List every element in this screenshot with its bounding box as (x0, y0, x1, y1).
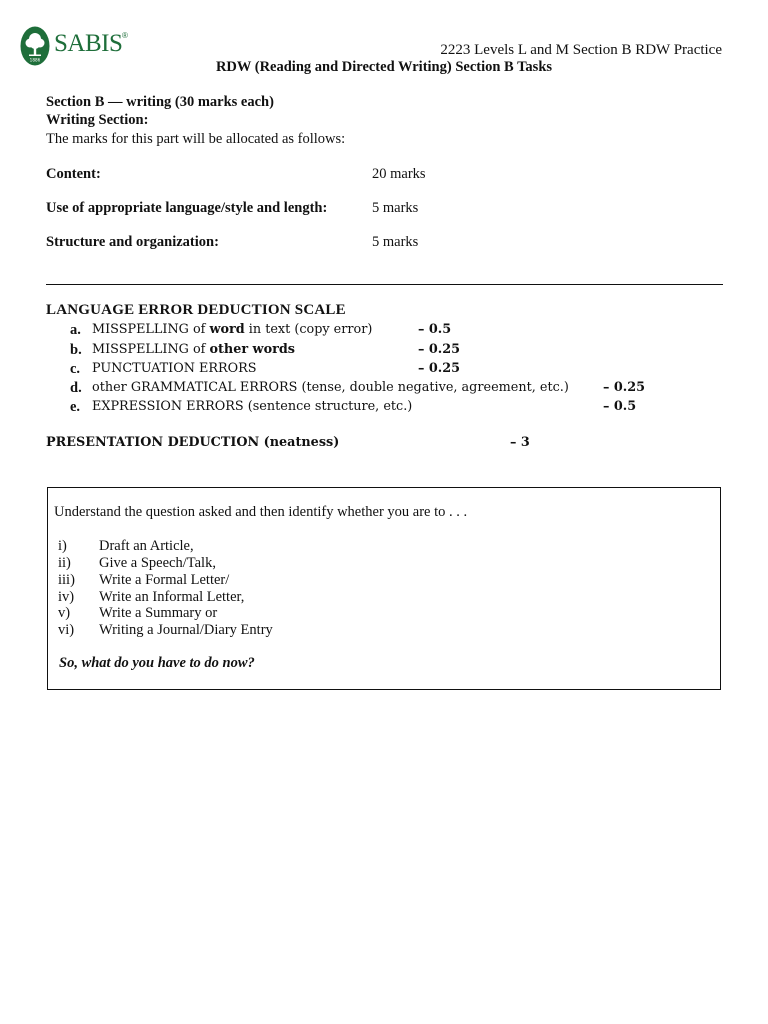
item-letter: c. (70, 361, 81, 377)
instruction-box (47, 487, 721, 690)
box-question: So, what do you have to do now? (59, 655, 255, 671)
section-subheading: Writing Section: (46, 112, 149, 128)
deduction-item (70, 380, 670, 398)
item-text: MISSPELLING of (92, 342, 210, 357)
item-text: other GRAMMATICAL ERRORS (tense, double negative, agreement, etc.) (92, 380, 569, 395)
option-text: Writing a Journal/Diary Entry (99, 622, 273, 638)
option-number: iii) (58, 572, 75, 588)
item-points: – 0.25 (603, 380, 646, 395)
allocation-value-language: 5 marks (372, 200, 419, 216)
item-letter: a. (70, 322, 81, 338)
option-number: iv) (58, 589, 75, 605)
course-info: 2223 Levels L and M Section B RDW Practice (440, 42, 722, 58)
presentation-deduction-label: PRESENTATION DEDUCTION (neatness) (46, 435, 340, 450)
item-points: – 0.5 (418, 322, 452, 337)
option-text: Draft an Article, (99, 538, 194, 554)
option-number: v) (58, 605, 71, 621)
box-intro: Understand the question asked and then identify whether you are to . . . (54, 504, 468, 520)
option-text: Write a Summary or (99, 605, 218, 621)
logo-text: SABIS (54, 30, 123, 57)
item-letter: d. (70, 380, 82, 396)
item-bold-text: word (209, 322, 245, 337)
allocation-value-content: 20 marks (372, 166, 426, 182)
logo-year: 1886 (29, 57, 41, 63)
deduction-scale-heading: LANGUAGE ERROR DEDUCTION SCALE (46, 302, 346, 318)
allocation-label-content: Content: (46, 166, 101, 182)
item-letter: b. (70, 342, 82, 358)
item-text: PUNCTUATION ERRORS (92, 361, 257, 376)
deduction-item (70, 399, 670, 417)
deduction-item (70, 342, 670, 360)
item-letter: e. (70, 399, 81, 415)
registered-mark: ® (122, 31, 128, 40)
item-points: – 0.5 (603, 399, 637, 414)
item-text: EXPRESSION ERRORS (sentence structure, etc.) (92, 399, 413, 414)
deduction-item (70, 322, 670, 340)
option-number: i) (58, 538, 67, 554)
option-number: ii) (58, 555, 71, 571)
deduction-item (70, 361, 670, 379)
allocation-intro: The marks for this part will be allocated as follows: (46, 131, 346, 147)
item-text: MISSPELLING of (92, 322, 210, 337)
document-title: RDW (Reading and Directed Writing) Section B Tasks (215, 59, 553, 75)
allocation-label-language: Use of appropriate language/style and length: (46, 200, 328, 216)
option-text: Give a Speech/Talk, (99, 555, 216, 571)
item-points: – 0.25 (418, 361, 461, 376)
option-text: Write a Formal Letter/ (99, 572, 230, 588)
allocation-label-structure: Structure and organization: (46, 234, 219, 250)
item-bold-text: other words (209, 342, 296, 357)
horizontal-divider (46, 284, 723, 285)
option-number: vi) (58, 622, 75, 638)
presentation-deduction-points: – 3 (510, 435, 530, 450)
section-heading: Section B — writing (30 marks each) (46, 94, 274, 110)
item-text-post: in text (copy error) (244, 322, 373, 337)
item-points: – 0.25 (418, 342, 461, 357)
option-text: Write an Informal Letter, (99, 589, 245, 605)
allocation-value-structure: 5 marks (372, 234, 419, 250)
